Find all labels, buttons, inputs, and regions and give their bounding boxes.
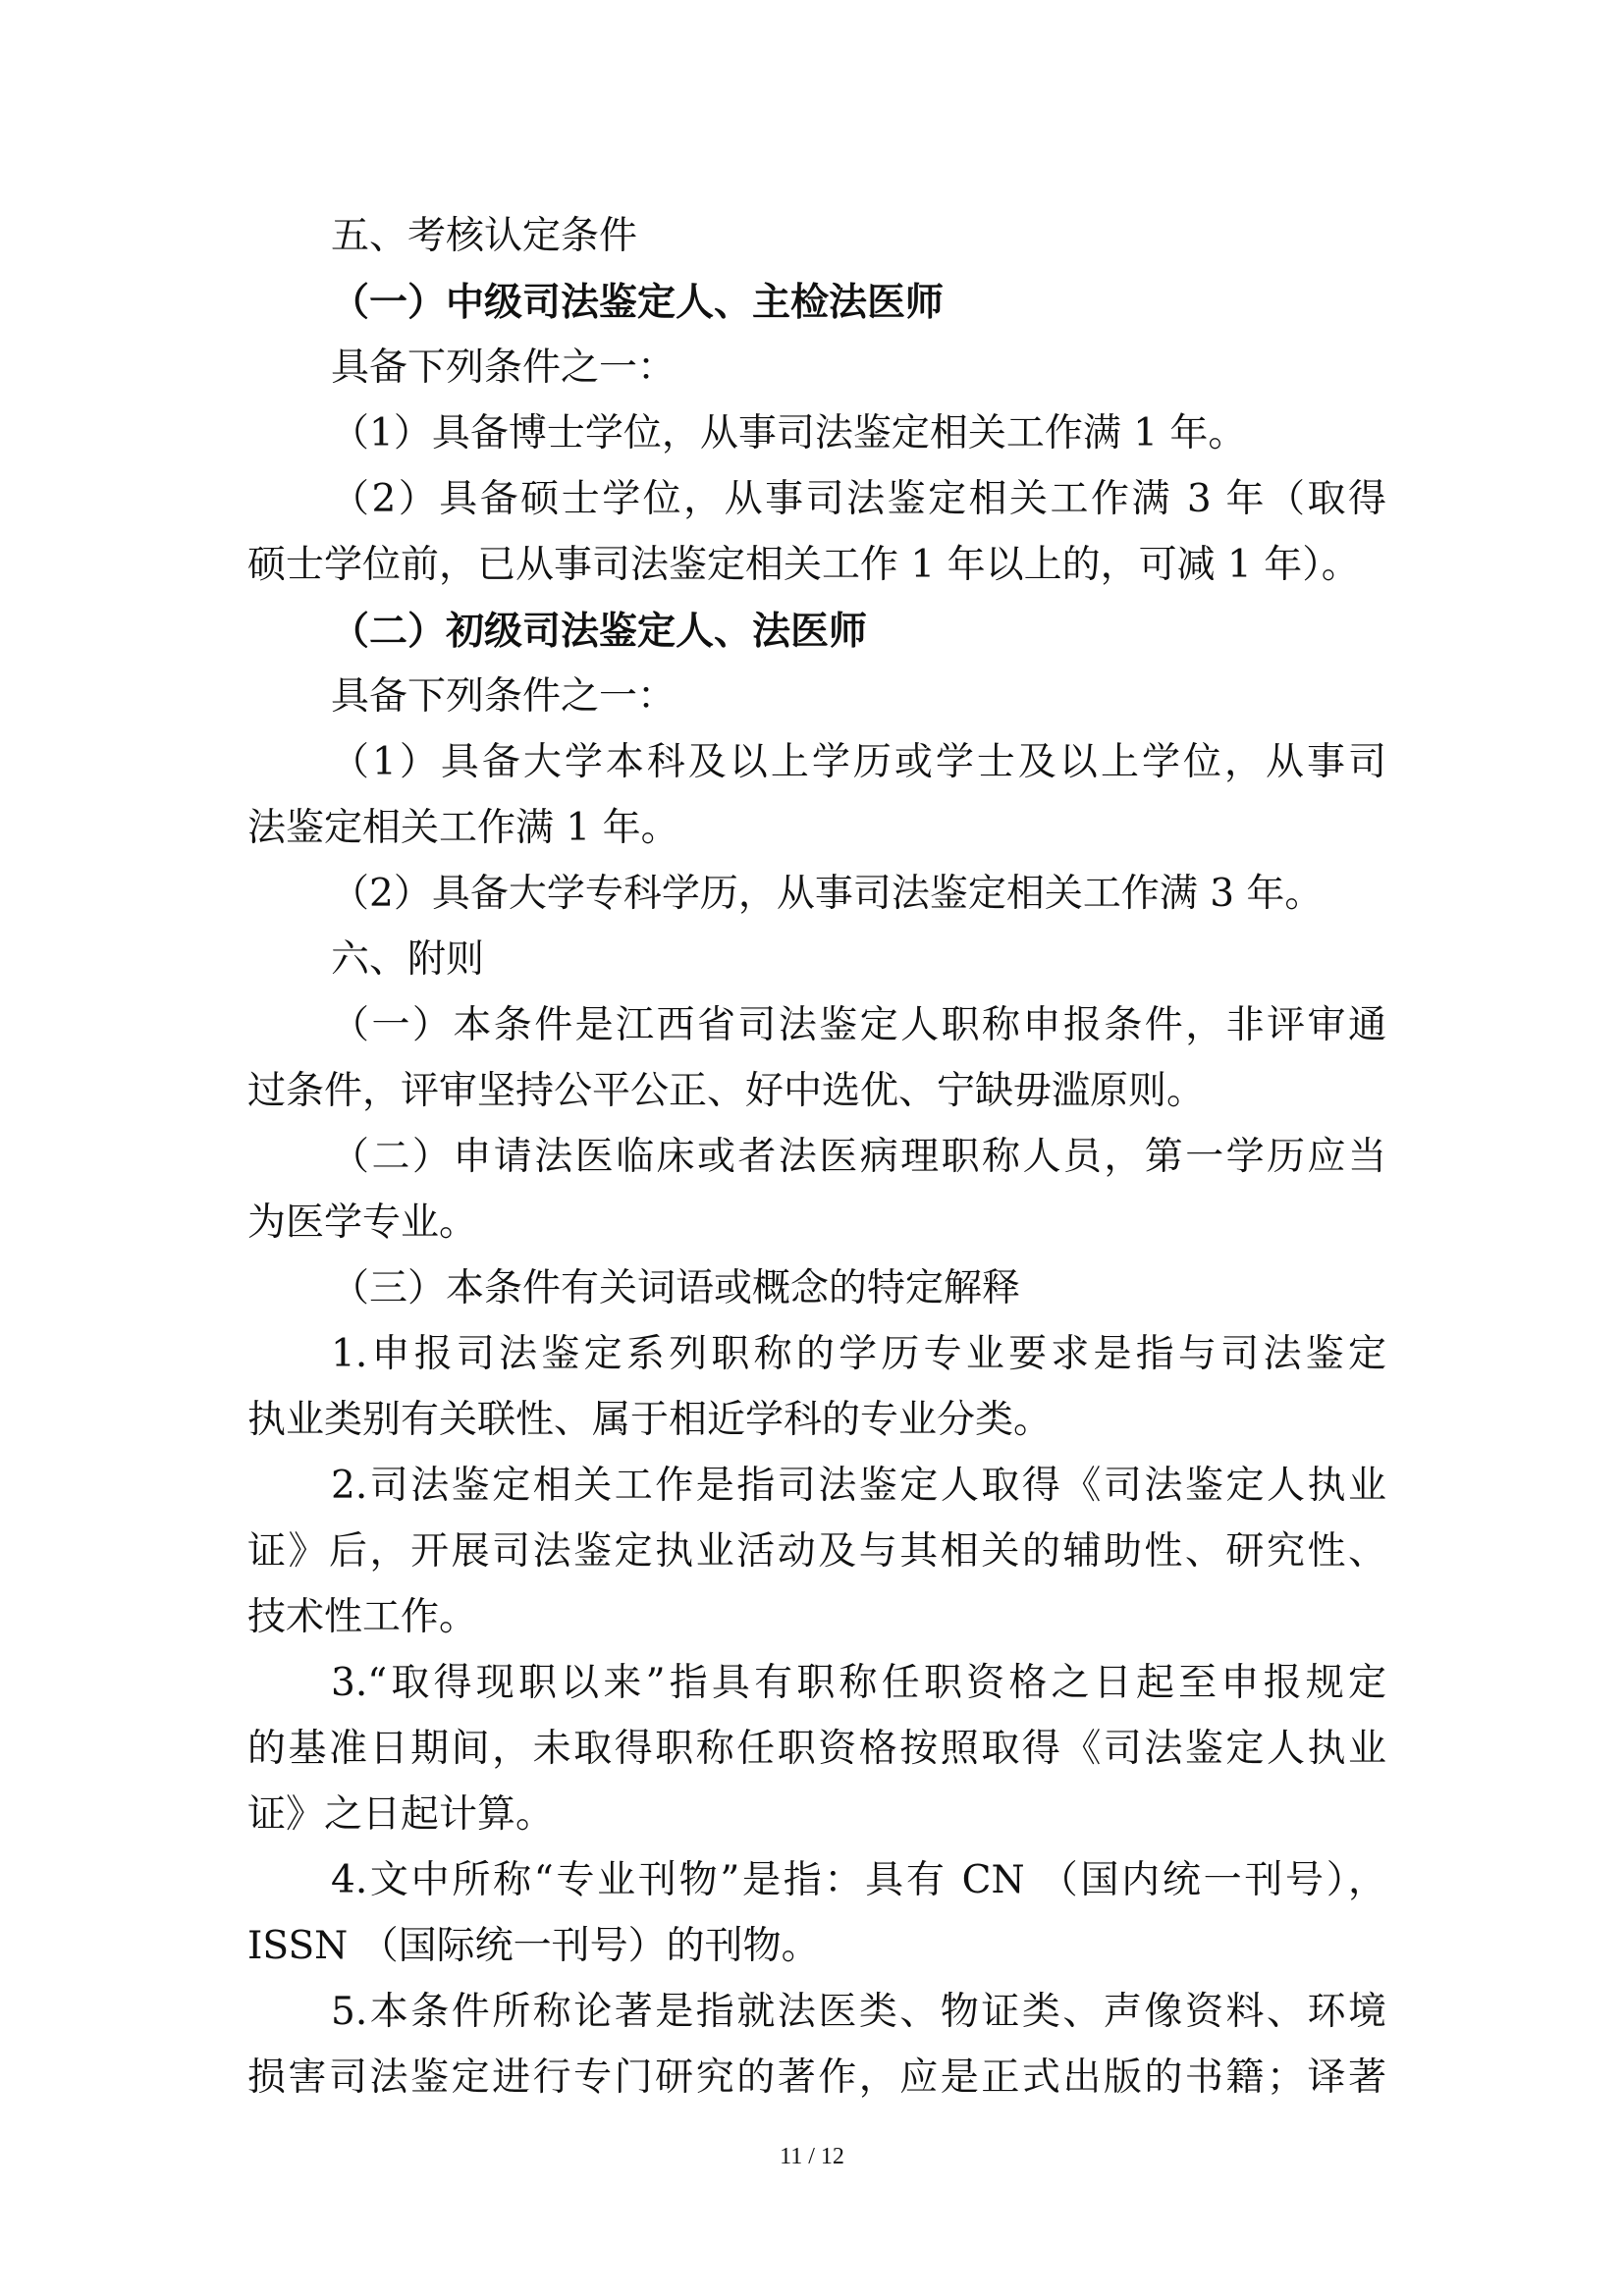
paragraph-line: 具备下列条件之一： xyxy=(331,346,677,390)
paragraph-line: 5.本条件所称论著是指就法医类、物证类、声像资料、环境 xyxy=(331,1990,1386,2034)
paragraph-line: 损害司法鉴定进行专门研究的著作，应是正式出版的书籍；译著 xyxy=(247,2056,1386,2100)
section-heading-supplementary-provisions: 六、附则 xyxy=(331,937,485,982)
paragraph-line: （三）本条件有关词语或概念的特定解释 xyxy=(331,1266,1021,1310)
paragraph-line: （2）具备大学专科学历，从事司法鉴定相关工作满 3 年。 xyxy=(331,872,1324,916)
paragraph-line: 1.申报司法鉴定系列职称的学历专业要求是指与司法鉴定 xyxy=(331,1332,1386,1376)
paragraph-line: ISSN （国际统一刊号）的刊物。 xyxy=(247,1924,820,1968)
paragraph-line: 2.司法鉴定相关工作是指司法鉴定人取得《司法鉴定人执业 xyxy=(331,1464,1386,1508)
paragraph-line: 具备下列条件之一： xyxy=(331,674,677,719)
paragraph-line: 3.“取得现职以来”指具有职称任职资格之日起至申报规定 xyxy=(331,1661,1386,1705)
paragraph-line: （一）本条件是江西省司法鉴定人职称申报条件，非评审通 xyxy=(331,1003,1386,1047)
paragraph-line: 法鉴定相关工作满 1 年。 xyxy=(247,806,679,850)
page-number: 11 / 12 xyxy=(780,2144,844,2169)
paragraph-line: 证》后，开展司法鉴定执业活动及与其相关的辅助性、研究性、 xyxy=(247,1529,1386,1574)
paragraph-line: 4.文中所称“专业刊物”是指：具有 CN （国内统一刊号）， xyxy=(331,1858,1386,1902)
paragraph-line: （二）申请法医临床或者法医病理职称人员，第一学历应当 xyxy=(331,1135,1386,1179)
subheading-junior-appraiser: （二）初级司法鉴定人、法医师 xyxy=(331,609,868,654)
subheading-intermediate-appraiser: （一）中级司法鉴定人、主检法医师 xyxy=(331,280,945,325)
paragraph-line: 过条件，评审坚持公平公正、好中选优、宁缺毋滥原则。 xyxy=(247,1069,1206,1113)
paragraph-line: （2）具备硕士学位，从事司法鉴定相关工作满 3 年（取得 xyxy=(331,477,1386,521)
paragraph-line: 的基准日期间，未取得职称任职资格按照取得《司法鉴定人执业 xyxy=(247,1727,1386,1771)
paragraph-line: 证》之日起计算。 xyxy=(247,1792,555,1837)
paragraph-line: 技术性工作。 xyxy=(247,1595,478,1639)
section-heading-assessment-conditions: 五、考核认定条件 xyxy=(331,214,638,258)
paragraph-line: 执业类别有关联性、属于相近学科的专业分类。 xyxy=(247,1398,1053,1442)
paragraph-line: 硕士学位前，已从事司法鉴定相关工作 1 年以上的，可减 1 年）。 xyxy=(247,543,1360,587)
paragraph-line: （1）具备大学本科及以上学历或学士及以上学位，从事司 xyxy=(331,740,1386,784)
paragraph-line: 为医学专业。 xyxy=(247,1201,478,1245)
paragraph-line: （1）具备博士学位，从事司法鉴定相关工作满 1 年。 xyxy=(331,411,1247,455)
